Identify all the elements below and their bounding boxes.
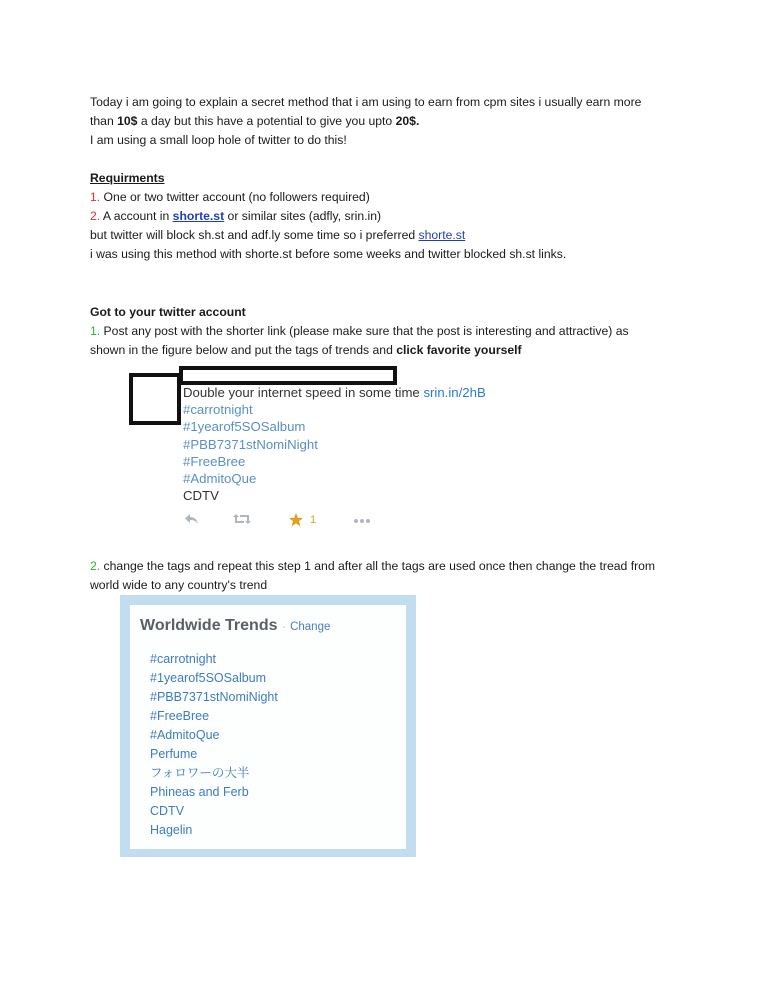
trends-header: [140, 617, 330, 635]
intro-text: than: [90, 114, 118, 128]
requirement-note-2: i was using this method with shorte.st before some weeks and twitter blocked sh.st links.: [90, 247, 567, 261]
shortest-link-2[interactable]: shorte.st: [418, 228, 466, 242]
note-text: but twitter will block sh.st and adf.ly some time so i preferred: [90, 228, 419, 242]
item-number: 1.: [90, 190, 101, 204]
step-text: Post any post with the shorter link (please make sure that the post is interesting and attractive) as: [100, 324, 629, 338]
favorite-count: 1: [310, 514, 317, 526]
steps-heading: Got to your twitter account: [90, 305, 246, 319]
trend-item[interactable]: #PBB7371stNomiNight: [150, 690, 278, 704]
star-icon[interactable]: [288, 512, 304, 531]
tweet-screenshot: [124, 362, 486, 538]
item-text: or similar sites (adfly, srin.in): [224, 209, 382, 223]
reply-icon[interactable]: [184, 512, 200, 529]
tweet-actions: [184, 512, 384, 532]
trend-item[interactable]: #AdmitoQue: [150, 728, 220, 742]
tweet-link[interactable]: srin.in/2hB: [423, 385, 486, 400]
retweet-icon[interactable]: [232, 512, 252, 529]
trend-item[interactable]: #FreeBree: [150, 709, 210, 723]
redacted-name-bar: [179, 366, 397, 385]
requirement-item-2: [90, 207, 690, 226]
item-text: One or two twitter account (no followers required): [100, 190, 370, 204]
step-number: 1.: [90, 324, 101, 338]
item-number: 2.: [90, 209, 101, 223]
avatar: [129, 373, 181, 425]
amount-10: 10$: [117, 114, 138, 128]
intro-line-3: I am using a small loop hole of twitter to do this!: [90, 133, 347, 147]
step-text: shown in the figure below and put the tags of trends and: [90, 343, 397, 357]
step-1-line-1: [90, 322, 690, 341]
requirement-note-1: [90, 226, 690, 245]
step-2-line-2: world wide to any country's trend: [90, 578, 268, 592]
intro-line-1: Today i am going to explain a secret method that i am using to earn from cpm sites i usually earn more: [90, 95, 642, 109]
intro-line-2: [90, 112, 690, 131]
tweet-text: Double your internet speed in some time: [183, 385, 424, 400]
requirements-heading: Requirments: [90, 171, 165, 185]
trend-item[interactable]: フォロワーの大半: [150, 766, 250, 780]
trend-item[interactable]: #carrotnight: [150, 652, 217, 666]
hashtag[interactable]: #carrotnight: [183, 402, 253, 418]
trend-item[interactable]: CDTV: [150, 804, 185, 818]
step-text: change the tags and repeat this step 1 and after all the tags are used once then change the tread from: [100, 559, 656, 573]
more-icon[interactable]: [352, 514, 372, 529]
hashtag[interactable]: #PBB7371stNomiNight: [183, 436, 318, 452]
change-link[interactable]: Change: [290, 621, 331, 633]
tweet-body: [183, 384, 486, 504]
tweet-last-line: CDTV: [183, 488, 219, 504]
shortest-link[interactable]: shorte.st: [172, 209, 225, 223]
step-2-line-1: [90, 557, 690, 576]
trend-item[interactable]: Perfume: [150, 747, 198, 761]
item-text: A account in: [100, 209, 173, 223]
amount-20: 20$.: [395, 114, 420, 128]
trend-item[interactable]: Hagelin: [150, 823, 193, 837]
trends-title: Worldwide Trends: [140, 617, 278, 634]
trends-list: [150, 650, 278, 840]
hashtag[interactable]: #1yearof5SOSalbum: [183, 419, 306, 435]
hashtag[interactable]: #FreeBree: [183, 453, 246, 469]
click-favorite-text: click favorite yourself: [396, 343, 522, 357]
hashtag[interactable]: #AdmitoQue: [183, 471, 257, 487]
intro-text: a day but this have a potential to give you upto: [137, 114, 396, 128]
step-number: 2.: [90, 559, 101, 573]
trend-item[interactable]: #1yearof5SOSalbum: [150, 671, 267, 685]
tweet-text-line: [183, 384, 486, 401]
requirement-item-1: [90, 188, 690, 207]
step-1-line-2: [90, 341, 690, 360]
trend-item[interactable]: Phineas and Ferb: [150, 785, 249, 799]
separator-dot: ·: [281, 621, 286, 633]
